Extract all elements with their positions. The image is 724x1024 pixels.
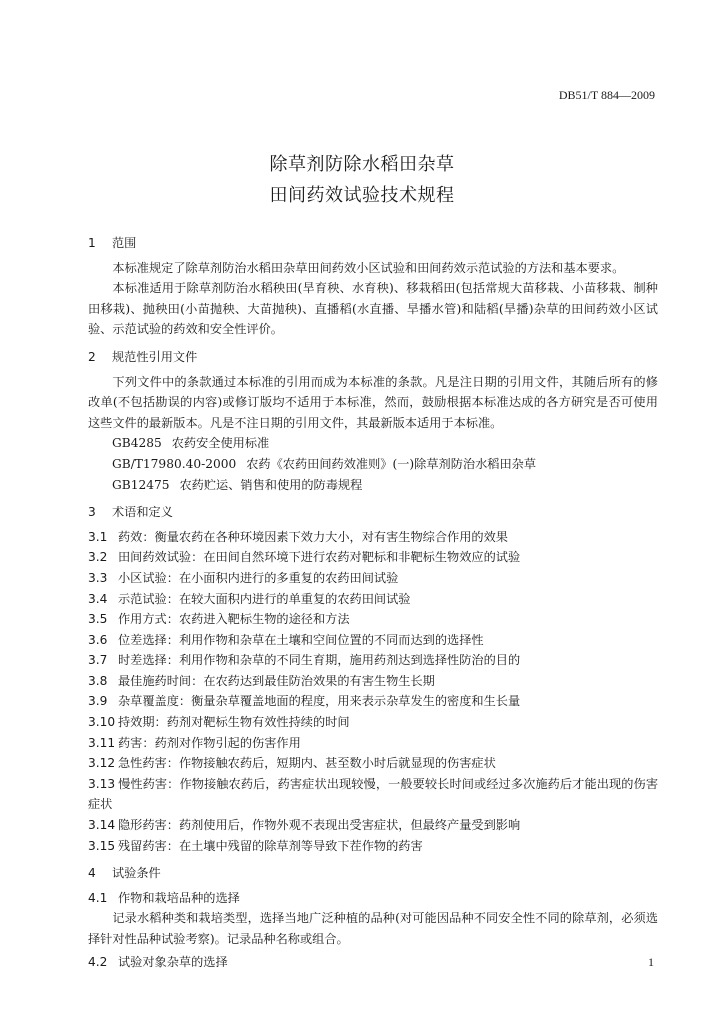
paragraph: 记录水稻种类和栽培类型，选择当地广泛种植的品种(对可能因品种不同安全性不同的除草剂，必须选择针对性品种试验考察)。记录品种名称或组合。 bbox=[88, 911, 658, 946]
term-text: 作物接触农药后，药害症状出现较慢，一般要较长时间或经过多次施药后才能出现的伤害症状 bbox=[88, 776, 659, 812]
term-name: 田间药效试验： bbox=[118, 550, 204, 565]
term-text: 在土壤中残留的除草剂等导致下茬作物的药害 bbox=[178, 838, 423, 853]
section-title: 试验条件 bbox=[112, 866, 161, 881]
subsection-number: 4.1 bbox=[88, 890, 108, 905]
term-definition bbox=[88, 712, 658, 733]
term-definition bbox=[88, 609, 658, 630]
reference-code: GB12475 bbox=[112, 477, 170, 492]
section-number: 4 bbox=[88, 866, 96, 881]
section-title: 规范性引用文件 bbox=[112, 349, 198, 364]
term-definition bbox=[88, 753, 658, 774]
term-name: 示范试验： bbox=[118, 591, 179, 606]
term-text: 药剂对作物引起的伤害作用 bbox=[154, 735, 301, 750]
term-definition bbox=[88, 568, 658, 589]
term-number: 3.9 bbox=[88, 694, 108, 709]
section-title: 范围 bbox=[112, 236, 137, 250]
section-heading-3 bbox=[88, 502, 658, 523]
reference-code: GB/T17980.40-2000 bbox=[112, 456, 237, 471]
term-text: 利用作物和杂草在土壤和空间位置的不同而达到的选择性 bbox=[178, 632, 484, 647]
term-number: 3.13 bbox=[88, 776, 116, 791]
reference-item bbox=[88, 454, 658, 475]
term-number: 3.12 bbox=[88, 756, 116, 771]
term-definition bbox=[88, 733, 658, 754]
term-number: 3.2 bbox=[88, 550, 108, 565]
standard-code: DB51/T 884—2009 bbox=[558, 88, 655, 102]
subsection-heading bbox=[88, 888, 658, 909]
term-name: 最佳施药时间： bbox=[118, 673, 204, 688]
term-name: 急性药害： bbox=[118, 756, 179, 771]
term-name: 作用方式： bbox=[118, 612, 179, 627]
paragraph: 下列文件中的条款通过本标准的引用而成为本标准的条款。凡是注日期的引用文件，其随后所有的修改单(不包括勘误的内容)或修订版均不适用于本标准，然而，鼓励根据本标准达成的各方研究是否可使用这些文件的最新版本。凡是不注日期的引用文件，其最新版本适用于本标准。 bbox=[88, 374, 658, 430]
page-number: 1 bbox=[648, 955, 654, 969]
term-text: 在农药达到最佳防治效果的有害生物生长期 bbox=[203, 673, 435, 688]
subsection-heading bbox=[88, 952, 658, 973]
reference-title: 农药贮运、销售和使用的防毒规程 bbox=[179, 477, 363, 492]
reference-title: 农药《农药田间药效准则》(一)除草剂防治水稻田杂草 bbox=[246, 456, 537, 471]
reference-item bbox=[88, 475, 658, 496]
term-text: 农药进入靶标生物的途径和方法 bbox=[178, 612, 350, 627]
term-number: 3.11 bbox=[88, 735, 116, 750]
term-text: 利用作物和杂草的不同生育期，施用药剂达到选择性防治的目的 bbox=[178, 653, 521, 668]
section-heading-4 bbox=[88, 863, 658, 884]
term-text: 在小面积内进行的多重复的农药田间试验 bbox=[178, 570, 399, 585]
paragraph: 本标准适用于除草剂防治水稻秧田(旱育秧、水育秧)、移栽稻田(包括常规大苗移栽、小苗移栽、制种田移栽)、抛秧田(小苗抛秧、大苗抛秧)、直播稻(水直播、旱播水管)和陆稻(旱播)杂草的田间药效小区试验、示范试验的药效和安全性评价。 bbox=[88, 281, 658, 337]
subsection-number: 4.2 bbox=[88, 954, 108, 969]
term-name: 残留药害： bbox=[118, 838, 179, 853]
term-name: 小区试验： bbox=[118, 570, 179, 585]
subsection-title: 作物和栽培品种的选择 bbox=[118, 890, 240, 905]
term-definition bbox=[88, 527, 658, 548]
section-number: 3 bbox=[88, 505, 96, 520]
document-body bbox=[88, 233, 658, 972]
term-number: 3.4 bbox=[88, 591, 108, 606]
section-number: 1 bbox=[88, 236, 96, 250]
term-number: 3.10 bbox=[88, 715, 116, 730]
term-definition bbox=[88, 671, 658, 692]
section-heading-2 bbox=[88, 347, 658, 368]
term-number: 3.7 bbox=[88, 653, 108, 668]
term-name: 位差选择： bbox=[118, 632, 179, 647]
section-title: 术语和定义 bbox=[112, 505, 173, 520]
section-heading-1 bbox=[88, 233, 658, 254]
term-number: 3.8 bbox=[88, 673, 108, 688]
reference-title: 农药安全使用标准 bbox=[171, 436, 270, 451]
term-definition bbox=[88, 630, 658, 651]
term-number: 3.3 bbox=[88, 570, 108, 585]
term-text: 衡量农药在各种环境因素下效力大小，对有害生物综合作用的效果 bbox=[154, 529, 508, 544]
paragraph: 本标准规定了除草剂防治水稻田杂草田间药效小区试验和田间药效示范试验的方法和基本要求。 bbox=[112, 260, 625, 275]
term-definition bbox=[88, 547, 658, 568]
term-name: 药效： bbox=[118, 529, 155, 544]
term-text: 药剂对靶标生物有效性持续的时间 bbox=[166, 715, 350, 730]
term-definition bbox=[88, 691, 658, 712]
term-definition bbox=[88, 774, 658, 815]
term-text: 药剂使用后，作物外观不表现出受害症状，但最终产量受到影响 bbox=[178, 818, 521, 833]
term-name: 杂草覆盖度： bbox=[118, 694, 192, 709]
term-name: 时差选择： bbox=[118, 653, 179, 668]
reference-code: GB4285 bbox=[112, 436, 162, 451]
term-definition bbox=[88, 815, 658, 836]
term-number: 3.15 bbox=[88, 838, 116, 853]
term-text: 作物接触农药后，短期内、甚至数小时后就显现的伤害症状 bbox=[178, 756, 496, 771]
term-number: 3.5 bbox=[88, 612, 108, 627]
term-name: 慢性药害： bbox=[118, 776, 180, 791]
term-definition bbox=[88, 650, 658, 671]
term-text: 在较大面积内进行的单重复的农药田间试验 bbox=[178, 591, 411, 606]
term-text: 衡量杂草覆盖地面的程度，用来表示杂草发生的密度和生长量 bbox=[191, 694, 521, 709]
term-definition bbox=[88, 589, 658, 610]
subsection-title: 试验对象杂草的选择 bbox=[118, 954, 228, 969]
term-number: 3.1 bbox=[88, 529, 108, 544]
term-name: 隐形药害： bbox=[118, 818, 179, 833]
term-text: 在田间自然环境下进行农药对靶标和非靶标生物效应的试验 bbox=[203, 550, 521, 565]
section-number: 2 bbox=[88, 349, 96, 364]
term-number: 3.14 bbox=[88, 818, 116, 833]
document-title-line-2: 田间药效试验技术规程 bbox=[269, 185, 455, 206]
reference-item bbox=[88, 433, 658, 454]
term-definition bbox=[88, 836, 658, 857]
term-name: 药害： bbox=[118, 735, 155, 750]
term-name: 持效期： bbox=[118, 715, 167, 730]
document-title-line-1: 除草剂防除水稻田杂草 bbox=[269, 154, 455, 175]
term-number: 3.6 bbox=[88, 632, 108, 647]
